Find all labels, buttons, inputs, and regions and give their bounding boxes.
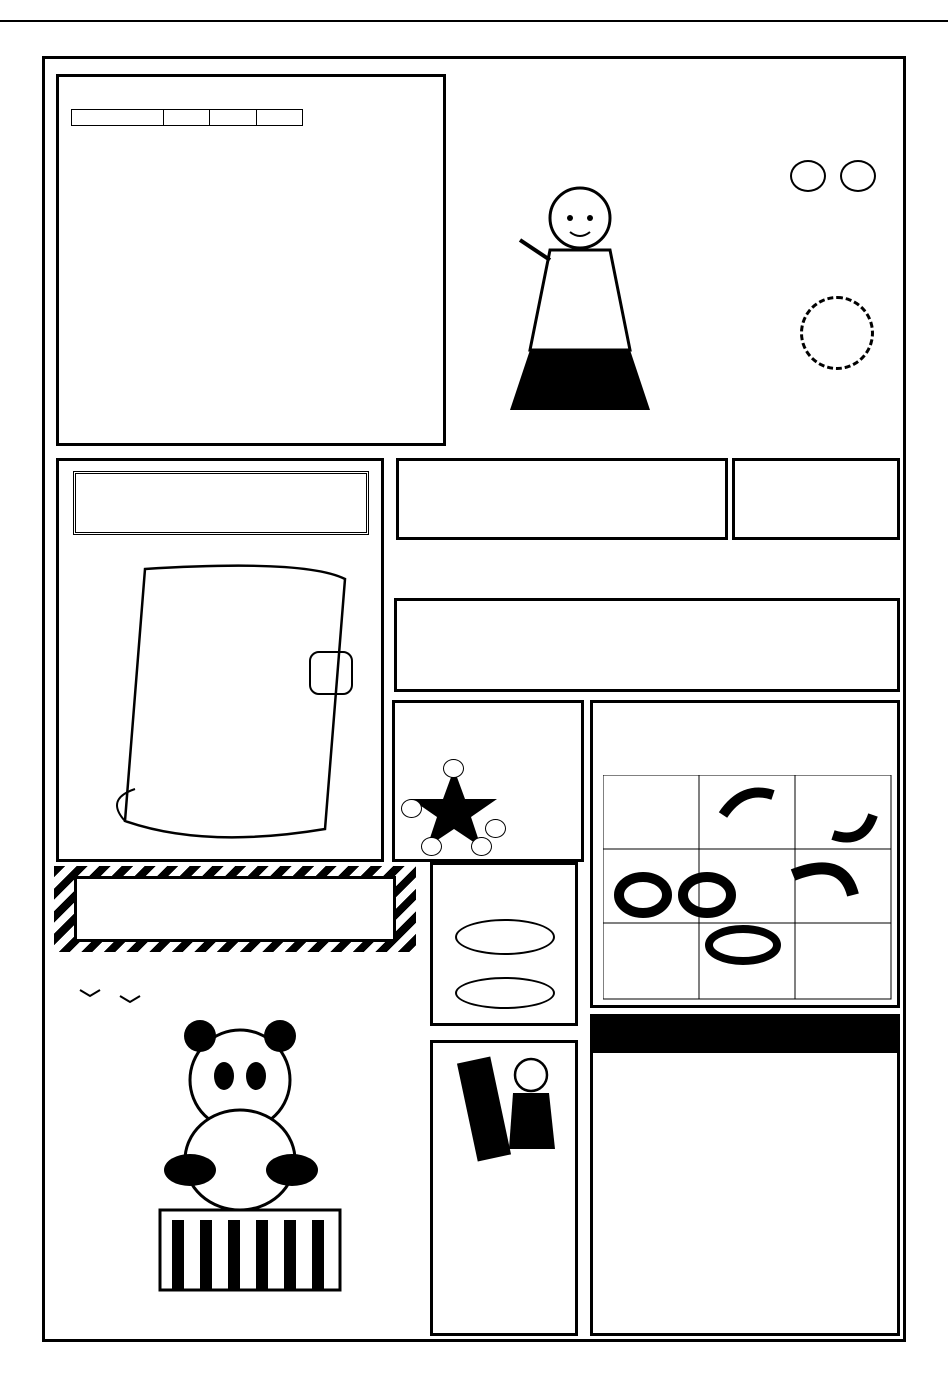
big-oval xyxy=(455,919,555,955)
fortune-banner xyxy=(54,866,416,952)
trend-panel xyxy=(56,74,446,446)
decor-circle xyxy=(840,160,876,192)
issue-badge xyxy=(800,296,874,370)
puzzle-grid xyxy=(603,775,893,1001)
decor-circle xyxy=(790,160,826,192)
child-banner-illustration xyxy=(457,1049,557,1169)
gift-number xyxy=(401,799,422,818)
results-list xyxy=(593,1053,897,1057)
commentary-text xyxy=(87,81,437,441)
thisperiod-panel xyxy=(430,862,578,1026)
left-brand-strip xyxy=(2,40,40,1350)
poem-title-box xyxy=(73,471,369,535)
draw-result-panel xyxy=(396,458,728,540)
next-draw-panel xyxy=(732,458,900,540)
gift-number xyxy=(421,837,442,856)
results-panel xyxy=(590,1014,900,1336)
gift-number xyxy=(443,759,464,778)
gift-number xyxy=(485,819,506,838)
panda-illustration xyxy=(60,960,420,1330)
gift-panel xyxy=(392,700,584,862)
right-brand-strip xyxy=(908,40,946,1350)
special-panel xyxy=(590,700,900,1008)
results-title xyxy=(593,1017,897,1053)
recommend-panel xyxy=(394,598,900,692)
scroll-illustration xyxy=(105,559,375,859)
poem-seal xyxy=(309,651,353,695)
bottom-brand-strip xyxy=(0,1346,948,1376)
gift-number xyxy=(471,837,492,856)
poem2-panel xyxy=(430,1040,578,1336)
poem-panel xyxy=(56,458,384,862)
top-brand-strip xyxy=(0,22,948,52)
single-oval xyxy=(455,977,555,1009)
shentong-child-illustration xyxy=(500,180,670,420)
